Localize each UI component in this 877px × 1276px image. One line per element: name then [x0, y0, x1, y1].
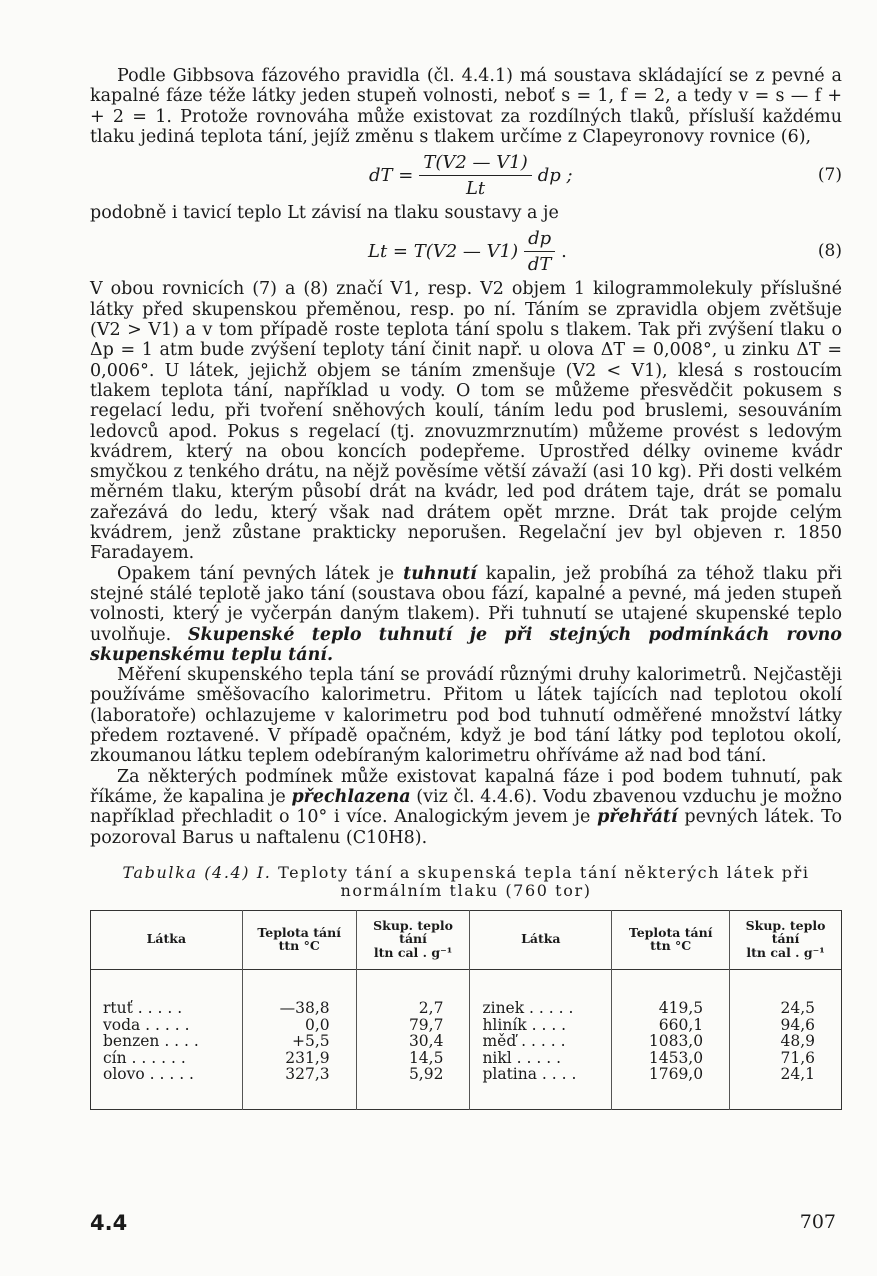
- cell-name: hliník . . . .: [470, 1017, 612, 1034]
- header-temp-unit: ttn °C: [650, 938, 692, 954]
- page-body: [90, 66, 842, 1110]
- table-row: [91, 1017, 842, 1034]
- cell-heat: 5,92: [356, 1066, 470, 1109]
- cell-heat: 2,7: [356, 970, 470, 1017]
- cell-heat: 24,1: [780, 1065, 815, 1084]
- header-temp-left: [242, 910, 356, 970]
- cell-temp: 0,0: [242, 1017, 356, 1034]
- section-number: 4.4: [90, 1211, 128, 1235]
- header-temp-right: [612, 910, 730, 970]
- cell-temp: +5,5: [242, 1033, 356, 1050]
- header-temp-label: Teplota tání: [628, 924, 713, 940]
- paragraph-latent-heat: podobně i tavicí teplo Lt závisí na tlaku soustavy a je: [90, 203, 559, 224]
- header-heat-unit: ltn cal . g⁻¹: [373, 944, 453, 960]
- header-substance-left: Látka: [91, 910, 243, 970]
- cell-temp: 1769,0: [612, 1066, 730, 1109]
- cell-heat: 24,5: [780, 999, 815, 1018]
- header-heat-left: [356, 910, 470, 970]
- cell-temp: 327,3: [242, 1066, 356, 1109]
- eq7-rhs: dp ;: [537, 164, 573, 186]
- cell-heat: 94,6: [780, 1015, 815, 1034]
- cell-name: voda . . . . .: [91, 1017, 243, 1034]
- table-caption-text: Teploty tání a skupenská tepla tání některých látek při normálním tlaku (760 tor): [278, 862, 810, 900]
- cell-heat: 30,4: [356, 1033, 470, 1050]
- cell-name: olovo . . . . .: [91, 1066, 243, 1109]
- table-row: [91, 1033, 842, 1050]
- header-heat-right: [730, 910, 842, 970]
- eq8-rhs: .: [561, 240, 567, 262]
- p4-text-b: kapalin, jež probíhá za téhož tlaku při stejné stálé teplotě jako tání (soustava obou fází, kapalné a pevné, má jeden stupeň volnosti, který je vyčerpán daným tlakem). Při tuhnutí se utajené skupenské teplo uvolňuje.: [90, 563, 842, 645]
- page-number: 707: [799, 1211, 836, 1233]
- cell-name: benzen . . . .: [91, 1033, 243, 1050]
- table-caption: [90, 864, 842, 900]
- cell-name: nikl . . . . .: [470, 1050, 612, 1067]
- cell-heat: 71,6: [780, 1048, 815, 1067]
- table-header-row: [91, 910, 842, 970]
- eq7-lhs: dT =: [369, 164, 414, 186]
- cell-name: rtuť . . . . .: [91, 970, 243, 1017]
- term-prehrati: přehřátí: [597, 807, 678, 828]
- eq8-number: (8): [817, 241, 842, 262]
- p6-text-a: Za některých podmínek může existovat kapalná fáze i pod bodem tuhnutí, pak říkáme, že kapalina je: [90, 766, 842, 807]
- cell-temp: 419,5: [612, 970, 730, 1017]
- eq7-number: (7): [817, 165, 842, 186]
- paragraph-solidification: [90, 564, 842, 665]
- eq8-denominator: dT: [527, 253, 552, 275]
- cell-name: platina . . . .: [470, 1066, 612, 1109]
- term-tuhnuti: tuhnutí: [403, 563, 477, 584]
- eq7-fraction: [419, 152, 531, 199]
- equation-8: [90, 223, 842, 279]
- p6-text-b: (viz čl. 4.4.6). Vodu zbavenou vzduchu je možno například přechladit o 10° i více. Analogickým jevem je: [90, 786, 842, 828]
- term-prechlazena: přechlazena: [291, 786, 411, 807]
- equation-7: [90, 147, 842, 203]
- eq8-lhs: Lt = T(V2 — V1): [368, 240, 519, 262]
- cell-temp: 1453,0: [612, 1050, 730, 1067]
- p4-text-a: Opakem tání pevných látek je: [117, 563, 395, 584]
- header-heat-unit: ltn cal . g⁻¹: [746, 944, 825, 960]
- paragraph-calorimetry: Měření skupenského tepla tání se provádí různými druhy kalorimetrů. Nejčastěji používáme směšovacího kalorimetru. Přitom u látek tajících nad teplotou okolí (laboratoře) ochlazujeme v kalorimetru pod bod tuhnutí odměřené množství látky předem roztavené. V případě opačném, když je bod tání látky pod teplotou okolí, zkoumanou látku teplem odebíraným kalorimetru ohříváme až nad bod tání.: [90, 665, 842, 767]
- eq7-denominator: Lt: [465, 177, 486, 199]
- header-substance-right: Látka: [470, 910, 612, 970]
- cell-temp: —38,8: [242, 970, 356, 1017]
- paragraph-regelation: V obou rovnicích (7) a (8) značí V1, resp. V2 objem 1 kilogrammolekuly příslušné látky před skupenskou přeměnou, resp. po ní. Táním se zpravidla objem zvětšuje (V2 > V1) a v tom případě roste teplota tání spolu s tlakem. Tak při zvýšení tlaku o Δp = 1 atm bude zvýšení teploty tání činit např. u olova ΔT = 0,008°, u zinku ΔT = 0,006°. U látek, jejichž objem se táním zmenšuje (V2 < V1), klesá s rostoucím tlakem teplota tání, například u vody. O tom se můžeme přesvědčit pokusem s regelací ledu, při tvoření sněhových koulí, táním ledu pod bruslemi, sesouváním ledovců apod. Pokus s regelací (tj. znovuzmrznutím) můžeme provést s ledovým kvádrem, který na obou koncích podepřeme. Uprostřed délky ovineme kvádr smyčkou z tenkého drátu, na nějž pověsíme větší závaží (asi 10 kg). Při dosti velkém měrném tlaku, kterým působí drát na kvádr, led pod drátem taje, drát se pomalu zařezává do ledu, který však nad drátem opět mrzne. Drát tak projde celým kvádrem, jenž zůstane prakticky neporušen. Regelační jev byl objeven r. 1850 Faradayem.: [90, 279, 842, 564]
- table-row: [91, 1050, 842, 1067]
- cell-heat: 79,7: [356, 1017, 470, 1034]
- cell-temp: 660,1: [612, 1017, 730, 1034]
- table-row: [91, 1066, 842, 1109]
- page-footer: [90, 1211, 836, 1235]
- cell-name: cín . . . . . .: [91, 1050, 243, 1067]
- table-caption-label: Tabulka (4.4) I.: [122, 862, 272, 882]
- cell-heat: 14,5: [356, 1050, 470, 1067]
- cell-name: zinek . . . . .: [470, 970, 612, 1017]
- p6-text-c: pevných látek. To pozoroval Barus u naftalenu (C10H8).: [90, 807, 842, 848]
- header-heat-label: Skup. teplo tání: [745, 917, 826, 947]
- melting-table: [90, 910, 842, 1110]
- cell-heat: 48,9: [780, 1032, 815, 1051]
- header-temp-unit: ttn °C: [278, 938, 320, 954]
- paragraph-supercooling: [90, 767, 842, 848]
- header-heat-label: Skup. teplo tání: [373, 917, 453, 947]
- cell-temp: 231,9: [242, 1050, 356, 1067]
- eq7-numerator: T(V2 — V1): [419, 152, 531, 176]
- eq8-numerator: dp: [524, 228, 555, 252]
- cell-temp: 1083,0: [612, 1033, 730, 1050]
- table-row: [91, 970, 842, 1017]
- header-temp-label: Teplota tání: [257, 924, 341, 940]
- eq8-fraction: [524, 228, 555, 275]
- p4-italic-statement: Skupenské teplo tuhnutí je při stejných podmínkách rovno skupenskému teplu tání.: [90, 624, 842, 665]
- cell-name: měď . . . . .: [470, 1033, 612, 1050]
- paragraph-gibbs: Podle Gibbsova fázového pravidla (čl. 4.4.1) má soustava skládající se z pevné a kapalné fáze téže látky jeden stupeň volnosti, neboť s = 1, f = 2, a tedy v = s — f + + 2 = 1. Protože rovnováha může existovat za rozdílných tlaků, přísluší každému tlaku jediná teplota tání, jejíž změnu s tlakem určíme z Clapeyronovy rovnice (6),: [90, 66, 842, 147]
